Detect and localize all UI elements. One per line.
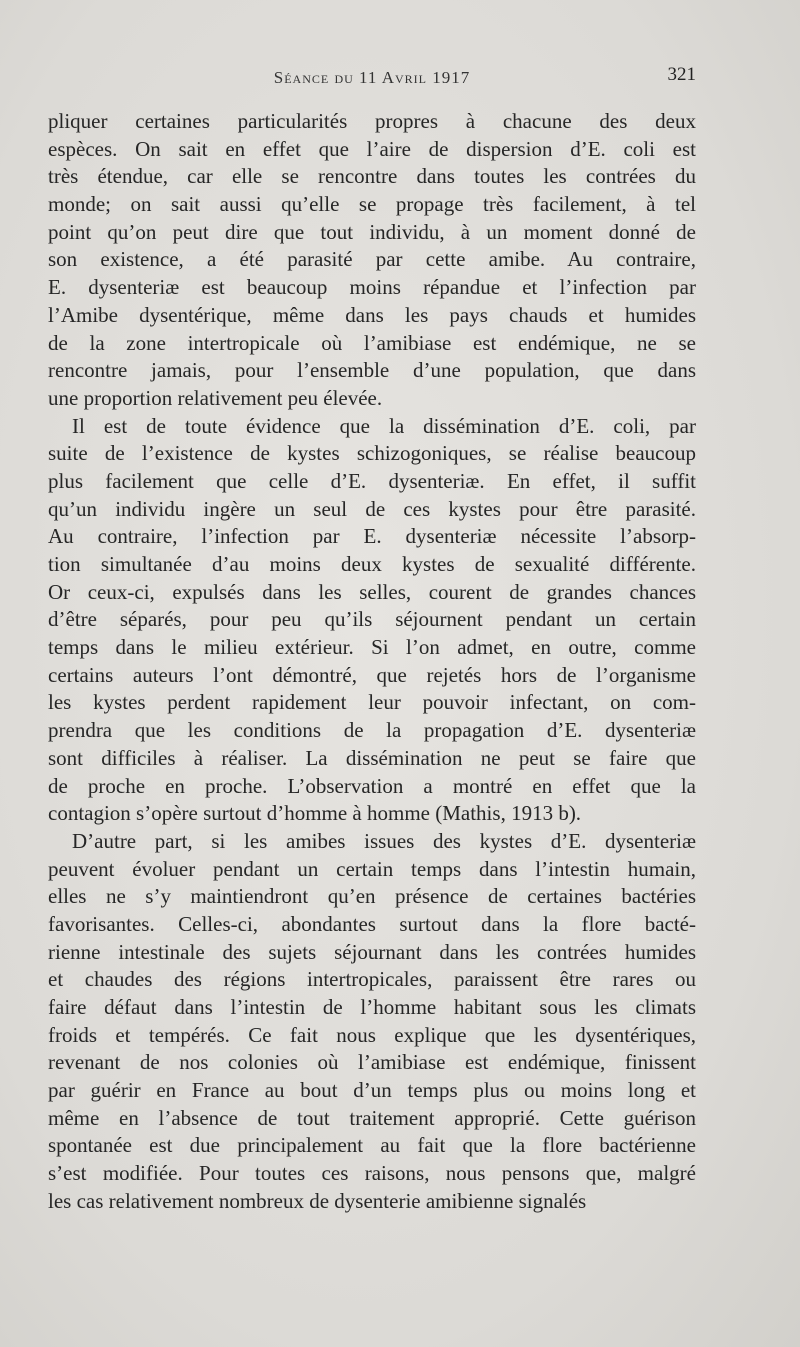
text-line: certains auteurs l’ont démontré, que rejetés hors de l’organisme bbox=[48, 662, 696, 687]
text-line: D’autre part, si les amibes issues des kystes d’E. dysenteriæ bbox=[72, 828, 696, 853]
text-line: suite de l’existence de kystes schizogoniques, se réalise beaucoup bbox=[48, 441, 696, 466]
text-line: peuvent évoluer pendant un certain temps dans l’intestin humain, bbox=[48, 856, 696, 881]
text-line: très étendue, car elle se rencontre dans toutes les contrées du bbox=[48, 164, 696, 189]
text-line: de proche en proche. L’observation a montré en effet que la bbox=[48, 773, 696, 798]
paragraph bbox=[48, 413, 696, 828]
text-line: rienne intestinale des sujets séjournant dans les contrées humides bbox=[48, 939, 696, 964]
body-text bbox=[48, 108, 696, 1216]
text-line: spontanée est due principalement au fait que la flore bactérienne bbox=[48, 1133, 696, 1158]
text-line: monde; on sait aussi qu’elle se propage très facilement, à tel bbox=[48, 192, 696, 217]
text-line: Il est de toute évidence que la dissémination d’E. coli, par bbox=[72, 413, 696, 438]
text-line: même en l’absence de tout traitement approprié. Cette guérison bbox=[48, 1105, 696, 1130]
text-line: point qu’on peut dire que tout individu, à un moment donné de bbox=[48, 219, 696, 244]
text-line: par guérir en France au bout d’un temps plus ou moins long et bbox=[48, 1078, 696, 1103]
text-line: revenant de nos colonies où l’amibiase est endémique, finissent bbox=[48, 1050, 696, 1075]
text-line: une proportion relativement peu élevée. bbox=[48, 385, 383, 410]
running-title: Séance du 11 Avril 1917 bbox=[273, 68, 471, 87]
text-line: Or ceux-ci, expulsés dans les selles, courent de grandes chances bbox=[48, 579, 696, 604]
text-line: froids et tempérés. Ce fait nous explique que les dysentériques, bbox=[48, 1022, 696, 1047]
text-line: espèces. On sait en effet que l’aire de dispersion d’E. coli est bbox=[48, 136, 696, 161]
text-line: favorisantes. Celles-ci, abondantes surtout dans la flore bacté- bbox=[48, 911, 696, 936]
text-line: prendra que les conditions de la propagation d’E. dysenteriæ bbox=[48, 718, 696, 743]
text-line: son existence, a été parasité par cette amibe. Au contraire, bbox=[48, 247, 696, 272]
page-number: 321 bbox=[667, 64, 696, 85]
text-line: les kystes perdent rapidement leur pouvoir infectant, on com- bbox=[48, 690, 696, 715]
running-head bbox=[48, 64, 696, 94]
text-line: les cas relativement nombreux de dysenterie amibienne signalés bbox=[48, 1188, 587, 1213]
paragraph bbox=[48, 108, 696, 413]
text-line: tion simultanée d’au moins deux kystes de sexualité différente. bbox=[48, 552, 696, 576]
text-line: s’est modifiée. Pour toutes ces raisons, nous pensons que, malgré bbox=[48, 1161, 696, 1186]
paragraph bbox=[48, 828, 696, 1216]
text-line: Au contraire, l’infection par E. dysenteriæ nécessite l’absorp- bbox=[48, 524, 696, 549]
text-line: plus facilement que celle d’E. dysenteriæ. En effet, il suffit bbox=[48, 468, 696, 493]
text-line: sont difficiles à réaliser. La dissémination ne peut se faire que bbox=[48, 745, 696, 770]
text-line: temps dans le milieu extérieur. Si l’on admet, en outre, comme bbox=[48, 635, 696, 660]
text-line: et chaudes des régions intertropicales, paraissent être rares ou bbox=[48, 967, 696, 992]
text-line: d’être séparés, pour peu qu’ils séjournent pendant un certain bbox=[48, 607, 696, 632]
text-line: contagion s’opère surtout d’homme à homme (Mathis, 1913 b). bbox=[48, 801, 582, 826]
text-line: rencontre jamais, pour l’ensemble d’une population, que dans bbox=[48, 358, 696, 383]
text-line: elles ne s’y maintiendront qu’en présence de certaines bactéries bbox=[48, 884, 696, 909]
text-line: E. dysenteriæ est beaucoup moins répandue et l’infection par bbox=[48, 275, 696, 300]
text-line: qu’un individu ingère un seul de ces kystes pour être parasité. bbox=[48, 496, 696, 521]
text-line: faire défaut dans l’intestin de l’homme habitant sous les climats bbox=[48, 995, 696, 1019]
text-line: de la zone intertropicale où l’amibiase est endémique, ne se bbox=[48, 330, 696, 355]
text-line: pliquer certaines particularités propres à chacune des deux bbox=[48, 109, 696, 133]
text-line: l’Amibe dysentérique, même dans les pays chauds et humides bbox=[48, 302, 696, 327]
